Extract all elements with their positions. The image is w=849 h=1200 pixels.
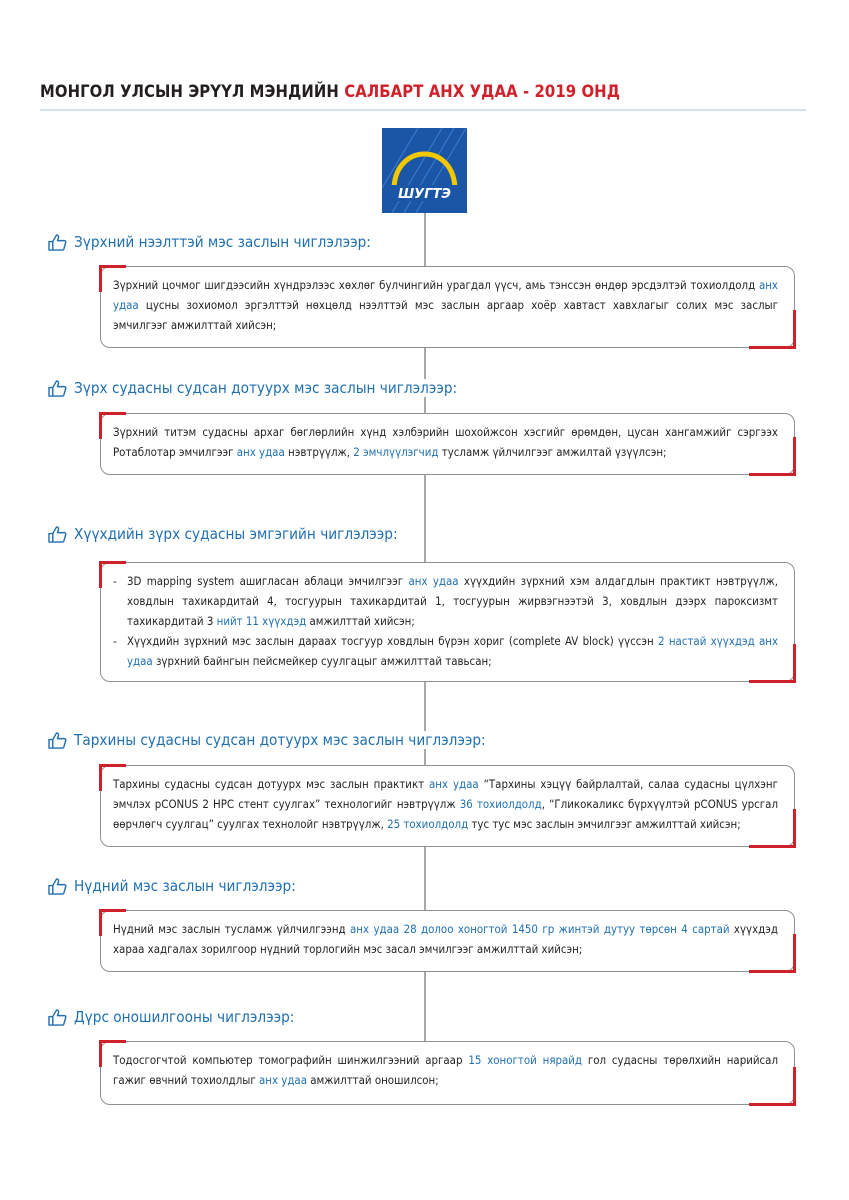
section-paragraph: [101, 1042, 794, 1090]
highlight-text: 15 хоногтой нярайд: [468, 1053, 583, 1067]
section-box: [100, 413, 795, 475]
section-box: [100, 910, 795, 972]
section-heading-eye-surgery: [48, 877, 298, 895]
highlight-text: нийт 11 хүүхдэд: [216, 614, 307, 628]
body-text: Зүрхний цочмог шигдээсийн хүндрэлээс хөхлөг булчингийн урагдал үүсч, амь тэнссэн өндөр эрсдэлтэй тохиолдолд: [113, 278, 759, 292]
body-text: нэвтрүүлж,: [284, 445, 354, 459]
page-title: [40, 82, 620, 101]
section-paragraph: [101, 267, 794, 335]
corner-accent: [99, 1040, 126, 1067]
highlight-text: анх удаа 28 долоо хоногтой 1450 гр жинтэй дутуу төрсөн 4 сартай: [350, 922, 730, 936]
section-box: [100, 1041, 795, 1105]
thumbs-up-icon: [48, 878, 67, 895]
thumbs-up-icon: [48, 1009, 67, 1026]
section-heading-text: Нүдний мэс заслын чиглэлээр:: [74, 877, 296, 895]
corner-accent: [99, 265, 126, 292]
highlight-text: анх удаа: [429, 777, 479, 791]
section-box: [100, 765, 795, 847]
corner-accent: [749, 310, 796, 349]
body-text: хүүхдэд хараа хадгалах зорилгоор нүдний торлогийн мэс засал эмчилгээг амжилттай хийсэн;: [113, 922, 778, 956]
body-text: Зүрхний титэм судасны архаг бөглөрлийн хүнд хэлбэрийн шохойжсон хэсгийг өрөмдөн, цусан хангамжийг сэргээх Ротаблотар эмчилгээг: [113, 425, 778, 459]
logo-text: ШУГТЭ: [398, 187, 451, 202]
thumbs-up-icon: [48, 732, 67, 749]
body-text: хүүхдийн зүрхний хэм алдагдлын практикт нэвтрүүлж, ховдлын тахикардитай 4, тосгуурын тахикардитай 1, тосгуурын жирвэгнээтэй 3, ховдлын дээрх пароксизмт тахикардитай 3: [127, 574, 778, 628]
thumbs-up-icon: [48, 380, 67, 397]
corner-accent: [99, 909, 126, 936]
section-heading-text: Тархины судасны судсан дотуурх мэс заслын чиглэлээр:: [74, 731, 486, 749]
corner-accent: [749, 809, 796, 848]
corner-accent: [749, 934, 796, 973]
body-text: Тархины судасны судсан дотуурх мэс заслын практикт: [113, 777, 430, 791]
section-heading-pediatric-cardio: [48, 525, 400, 543]
shugte-logo: [382, 128, 467, 213]
highlight-text: 36 тохиолдолд: [459, 797, 542, 811]
body-text: цусны зохиомол эргэлттэй нөхцөлд нээлттэй мэс заслын аргаар хоёр хавтаст хавхлагыг солих мэс заслыг эмчилгээг амжилттай хийсэн;: [113, 298, 778, 332]
thumbs-up-icon: [48, 526, 67, 543]
bullet-item: [113, 571, 778, 631]
body-text: тус тус мэс заслын эмчилгээг амжилттай хийсэн;: [468, 817, 741, 831]
highlight-text: 2 настай хүүхдэд анх удаа: [127, 634, 779, 668]
highlight-text: анх удаа: [236, 445, 285, 459]
section-heading-text: Зүрхний нээлттэй мэс заслын чиглэлээр:: [74, 233, 371, 251]
thumbs-up-icon: [48, 234, 67, 251]
body-text: 3D mapping system ашигласан аблаци эмчилгээг: [127, 574, 409, 588]
body-text: Тодосгогчтой компьютер томографийн шинжилгээний аргаар: [113, 1053, 469, 1067]
body-text: амжилттай оношилсон;: [307, 1073, 439, 1087]
highlight-text: анх удаа: [113, 278, 778, 312]
highlight-text: анх удаа: [258, 1073, 307, 1087]
corner-accent: [99, 412, 126, 439]
section-heading-imaging: [48, 1008, 296, 1026]
highlight-text: 2 эмчлүүлэгчид: [353, 445, 439, 459]
section-paragraph: [101, 414, 794, 462]
section-box: [100, 266, 795, 348]
section-box: [100, 562, 795, 682]
section-heading-heart-open-surgery: [48, 233, 373, 251]
body-text: амжилттай хийсэн;: [306, 614, 415, 628]
title-part-dark: МОНГОЛ УЛСЫН ЭРҮҮЛ МЭНДИЙН: [40, 82, 345, 101]
title-underline: [40, 109, 806, 111]
body-text: гол судасны төрөлхийн нарийсал гажиг өвчний тохиолдлыг: [113, 1053, 778, 1087]
corner-accent: [749, 437, 796, 476]
title-part-red: САЛБАРТ АНХ УДАА - 2019 ОНД: [344, 82, 621, 101]
body-text: тусламж үйлчилгээг амжилтай үзүүлсэн;: [438, 445, 667, 459]
body-text: “Тархины хэцүү байрлалтай, салаа судасны цүлхэнг эмчлэх pCONUS 2 HPC стент суулгах” технологийг нэвтрүүлж: [113, 777, 778, 811]
corner-accent: [99, 764, 126, 791]
section-paragraph: [101, 766, 794, 834]
corner-accent: [749, 1067, 796, 1106]
body-text: зүрхний байнгын пейсмейкер суулгацыг амжилттай тавьсан;: [152, 654, 492, 668]
body-text: Хүүхдийн зүрхний мэс заслын дараах тосгуур ховдлын бүрэн хориг (complete AV block) үүссэн: [127, 634, 659, 648]
highlight-text: анх удаа: [408, 574, 459, 588]
section-heading-text: Дүрс оношилгооны чиглэлээр:: [74, 1008, 295, 1026]
section-bullets: [101, 563, 794, 671]
body-text: Нүдний мэс заслын тусламж үйлчилгээнд: [113, 922, 351, 936]
highlight-text: 25 тохиолдолд: [387, 817, 469, 831]
section-heading-text: Хүүхдийн зүрх судасны эмгэгийн чиглэлээр:: [74, 525, 398, 543]
section-heading-cardio-endovascular: [48, 379, 459, 397]
bullet-item: [113, 631, 778, 671]
section-paragraph: [101, 911, 794, 959]
body-text: , “Гликокаликс бүрхүүлтэй pCONUS урсгал өөрчлөгч суулгац” суулгах технолойг нэвтрүүлж,: [113, 797, 779, 831]
section-heading-neuro-endovascular: [48, 731, 488, 749]
section-heading-text: Зүрх судасны судсан дотуурх мэс заслын чиглэлээр:: [74, 379, 458, 397]
